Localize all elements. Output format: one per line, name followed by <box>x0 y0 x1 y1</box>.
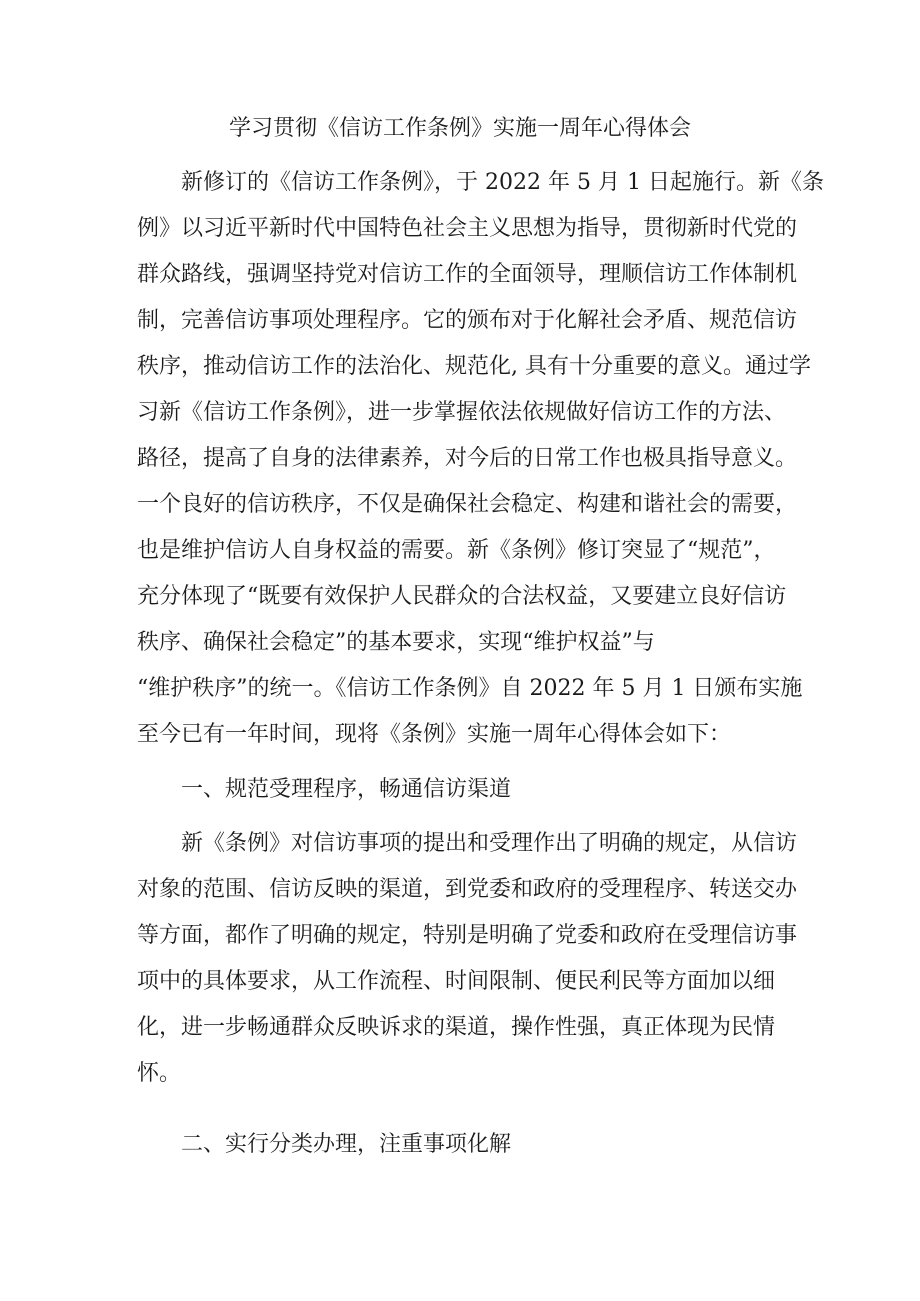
body-line: 等方面，都作了明确的规定，特别是明确了党委和政府在受理信访事 <box>137 923 798 948</box>
body-line: 对象的范围、信访反映的渠道，到党委和政府的受理程序、转送交办 <box>137 877 798 902</box>
body-line: 新《条例》对信访事项的提出和受理作出了明确的规定，从信访 <box>181 831 798 856</box>
section-heading: 二、实行分类办理，注重事项化解 <box>181 1132 512 1157</box>
body-line: 路径，提高了自身的法律素养，对今后的日常工作也极具指导意义。 <box>137 446 798 471</box>
body-line: 例》以习近平新时代中国特色社会主义思想为指导，贯彻新时代党的 <box>137 216 798 241</box>
body-line: 群众路线，强调坚持党对信访工作的全面领导，理顺信访工作体制机 <box>137 262 798 287</box>
body-line: 习新《信访工作条例》，进一步掌握依法依规做好信访工作的方法、 <box>137 400 787 425</box>
body-line: 新修订的《信访工作条例》，于 2022 年 5 月 1 日起施行。新《条 <box>181 170 824 195</box>
body-line: 项中的具体要求，从工作流程、时间限制、便民利民等方面加以细 <box>137 969 776 994</box>
body-line: 秩序、确保社会稳定”的基本要求，实现“维护权益”与 <box>137 630 655 655</box>
body-line: 至今已有一年时间，现将《条例》实施一周年心得体会如下： <box>137 722 732 747</box>
document-title: 学习贯彻《信访工作条例》实施一周年心得体会 <box>228 116 691 141</box>
body-line: “维护秩序”的统一。《信访工作条例》自 2022 年 5 月 1 日颁布实施 <box>137 676 803 701</box>
body-line: 也是维护信访人自身权益的需要。新《条例》修订突显了“规范”， <box>137 538 776 563</box>
body-line: 一个良好的信访秩序，不仅是确保社会稳定、构建和谐社会的需要， <box>137 492 798 517</box>
body-line: 化，进一步畅通群众反映诉求的渠道，操作性强，真正体现为民情 <box>137 1015 776 1040</box>
body-line: 秩序，推动信访工作的法治化、规范化, 具有十分重要的意义。通过学 <box>137 354 811 379</box>
body-line: 充分体现了“既要有效保护人民群众的合法权益，又要建立良好信访 <box>137 584 787 609</box>
body-line: 制，完善信访事项处理程序。它的颁布对于化解社会矛盾、规范信访 <box>137 308 798 333</box>
body-line: 怀。 <box>137 1061 182 1086</box>
section-heading: 一、规范受理程序，畅通信访渠道 <box>181 777 512 802</box>
